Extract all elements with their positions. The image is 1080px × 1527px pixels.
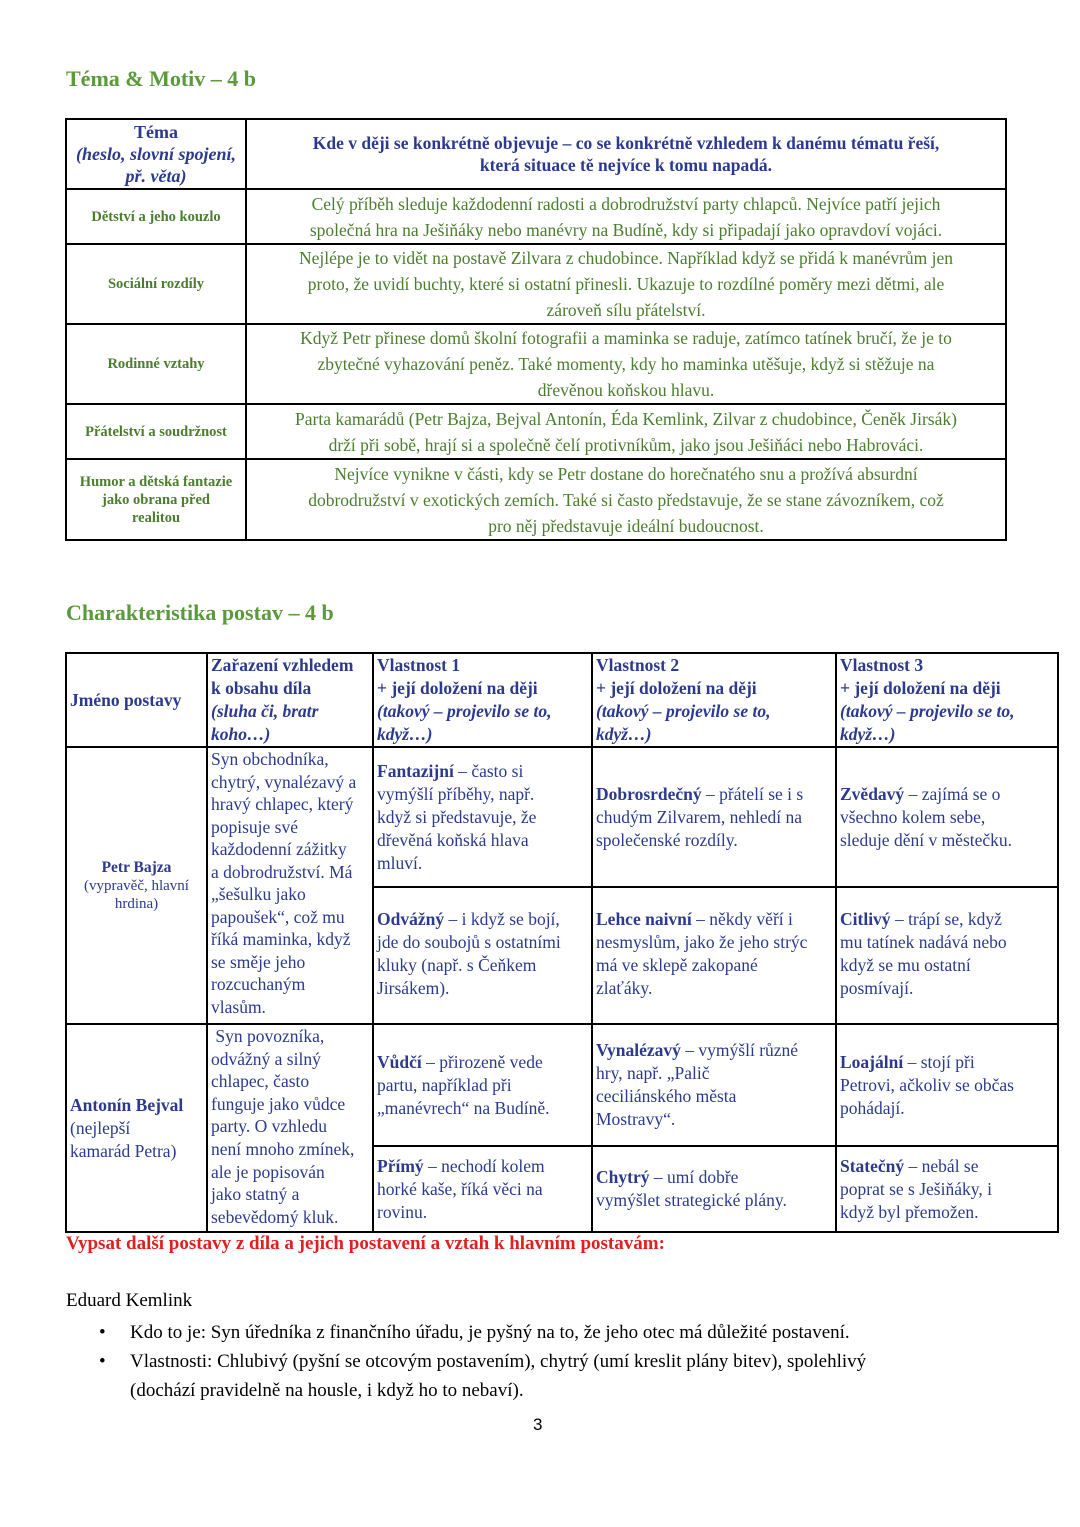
table-row [66, 747, 1058, 887]
trait-cell: Přímý – nechodí kolem horké kaše, říká věci na rovinu. [373, 1146, 592, 1232]
theme-name: Dětství a jeho kouzlo [66, 189, 246, 244]
trait3-column-header: Vlastnost 3 + její doložení na ději (takový – projevilo se to, když…) [836, 653, 1058, 747]
characters-table [65, 652, 1059, 1233]
theme-description: Celý příběh sleduje každodenní radosti a dobrodružství party chlapců. Nejvíce patří jejich společná hra na Ješiňáky nebo manévry na Budíně, kdy si připadají jako opravdoví vojáci. [246, 189, 1006, 244]
theme-description: Nejlépe je to vidět na postavě Zilvara z chudobince. Například když se přidá k manévrům jen proto, že uvidí buchty, které si ostatní přinesli. Ukazuje to rozdílné poměry mezi dětmi, ale zároveň sílu přátelství. [246, 244, 1006, 324]
theme-description: Když Petr přinese domů školní fotografii a maminka se raduje, zatímco tatínek bručí, že je to zbytečné vyhazování peněz. Také momenty, kdy ho maminka utěšuje, když si stěžuje na dřevěnou koňskou hlavu. [246, 324, 1006, 404]
trait-cell: Statečný – nebál se poprat se s Ješiňáky, i když byl přemožen. [836, 1146, 1058, 1232]
theme-name: Sociální rozdíly [66, 244, 246, 324]
theme-name: Přátelství a soudržnost [66, 404, 246, 459]
table-row [66, 324, 1006, 404]
theme-table [65, 118, 1007, 541]
character-name-cell: Petr Bajza (vypravěč, hlavní hrdina) [66, 747, 207, 1024]
table-row [66, 459, 1006, 540]
eduard-details-list [66, 1318, 986, 1405]
table-row [66, 244, 1006, 324]
theme-name: Humor a dětská fantazie jako obrana před realitou [66, 459, 246, 540]
trait-cell: Lehce naivní – někdy věří i nesmyslům, jako že jeho strýc má ve sklepě zakopané zlaťáky. [592, 887, 836, 1024]
character-placement-cell: Syn povozníka, odvážný a silný chlapec, často funguje jako vůdce party. O vzhledu není mnoho zmínek, ale je popisován jako statný a sebevědomý kluk. [207, 1024, 373, 1232]
trait-cell: Fantazijní – často si vymýšlí příběhy, např. když si představuje, že dřevěná koňská hlava mluví. [373, 747, 592, 887]
page-number: 3 [533, 1415, 543, 1434]
trait-cell: Vynalézavý – vymýšlí různé hry, např. „Palič ceciliánského města Mostravy“. [592, 1024, 836, 1146]
other-characters-instruction: Vypsat další postavy z díla a jejich postavení a vztah k hlavním postavám: [66, 1233, 665, 1254]
occurrence-column-header: Kde v ději se konkrétně objevuje – co se konkrétně vzhledem k danému tématu řeší, která situace tě nejvíce k tomu napadá. [246, 119, 1006, 189]
theme-name: Rodinné vztahy [66, 324, 246, 404]
section-heading-characters: Charakteristika postav – 4 b [66, 600, 334, 625]
trait1-column-header: Vlastnost 1 + její doložení na ději (takový – projevilo se to, když…) [373, 653, 592, 747]
character-name-cell: Antonín Bejval (nejlepší kamarád Petra) [66, 1024, 207, 1232]
trait-cell: Loajální – stojí při Petrovi, ačkoliv se občas pohádají. [836, 1024, 1058, 1146]
table-row [66, 189, 1006, 244]
trait-cell: Chytrý – umí dobře vymýšlet strategické plány. [592, 1146, 836, 1232]
character-eduard-name: Eduard Kemlink [66, 1290, 193, 1311]
list-item: • Kdo to je: Syn úředníka z finančního úřadu, je pyšný na to, že jeho otec má důležité postavení. [66, 1318, 986, 1347]
theme-description: Parta kamarádů (Petr Bajza, Bejval Antonín, Éda Kemlink, Zilvar z chudobince, Čeněk Jirsák) drží při sobě, hrají si a společně čelí protivníkům, jako jsou Ješiňáci nebo Habrováci. [246, 404, 1006, 459]
list-item: • Vlastnosti: Chlubivý (pyšní se otcovým postavením), chytrý (umí kreslit plány bitev), spolehlivý (dochází pravidelně na housle, i když ho to nebaví). [66, 1347, 986, 1405]
table-row [66, 1024, 1058, 1146]
name-column-header: Jméno postavy [66, 653, 207, 747]
trait-cell: Vůdčí – přirozeně vede partu, například při „manévrech“ na Budíně. [373, 1024, 592, 1146]
trait-cell: Zvědavý – zajímá se o všechno kolem sebe, sleduje dění v městečku. [836, 747, 1058, 887]
trait-cell: Odvážný – i když se bojí, jde do soubojů s ostatními kluky (např. s Čeňkem Jirsákem). [373, 887, 592, 1024]
placement-column-header: Zařazení vzhledem k obsahu díla (sluha či, bratr koho…) [207, 653, 373, 747]
trait2-column-header: Vlastnost 2 + její doložení na ději (takový – projevilo se to, když…) [592, 653, 836, 747]
characters-header-row [66, 653, 1058, 747]
trait-cell: Citlivý – trápí se, když mu tatínek nadává nebo když se mu ostatní posmívají. [836, 887, 1058, 1024]
character-placement-cell: Syn obchodníka, chytrý, vynalézavý a hravý chlapec, který popisuje své každodenní zážitky a dobrodružství. Má „šešulku jako papoušek“, což mu říká maminka, když se směje jeho rozcuchaným vlasům. [207, 747, 373, 1024]
theme-column-header: Téma (heslo, slovní spojení, př. věta) [66, 119, 246, 189]
section-heading-theme: Téma & Motiv – 4 b [66, 66, 257, 91]
trait-cell: Dobrosrdečný – přátelí se i s chudým Zilvarem, nehledí na společenské rozdíly. [592, 747, 836, 887]
theme-description: Nejvíce vynikne v části, kdy se Petr dostane do horečnatého snu a prožívá absurdní dobrodružství v exotických zemích. Také si často představuje, že se stane závozníkem, což pro něj představuje ideální budoucnost. [246, 459, 1006, 540]
table-row [66, 404, 1006, 459]
